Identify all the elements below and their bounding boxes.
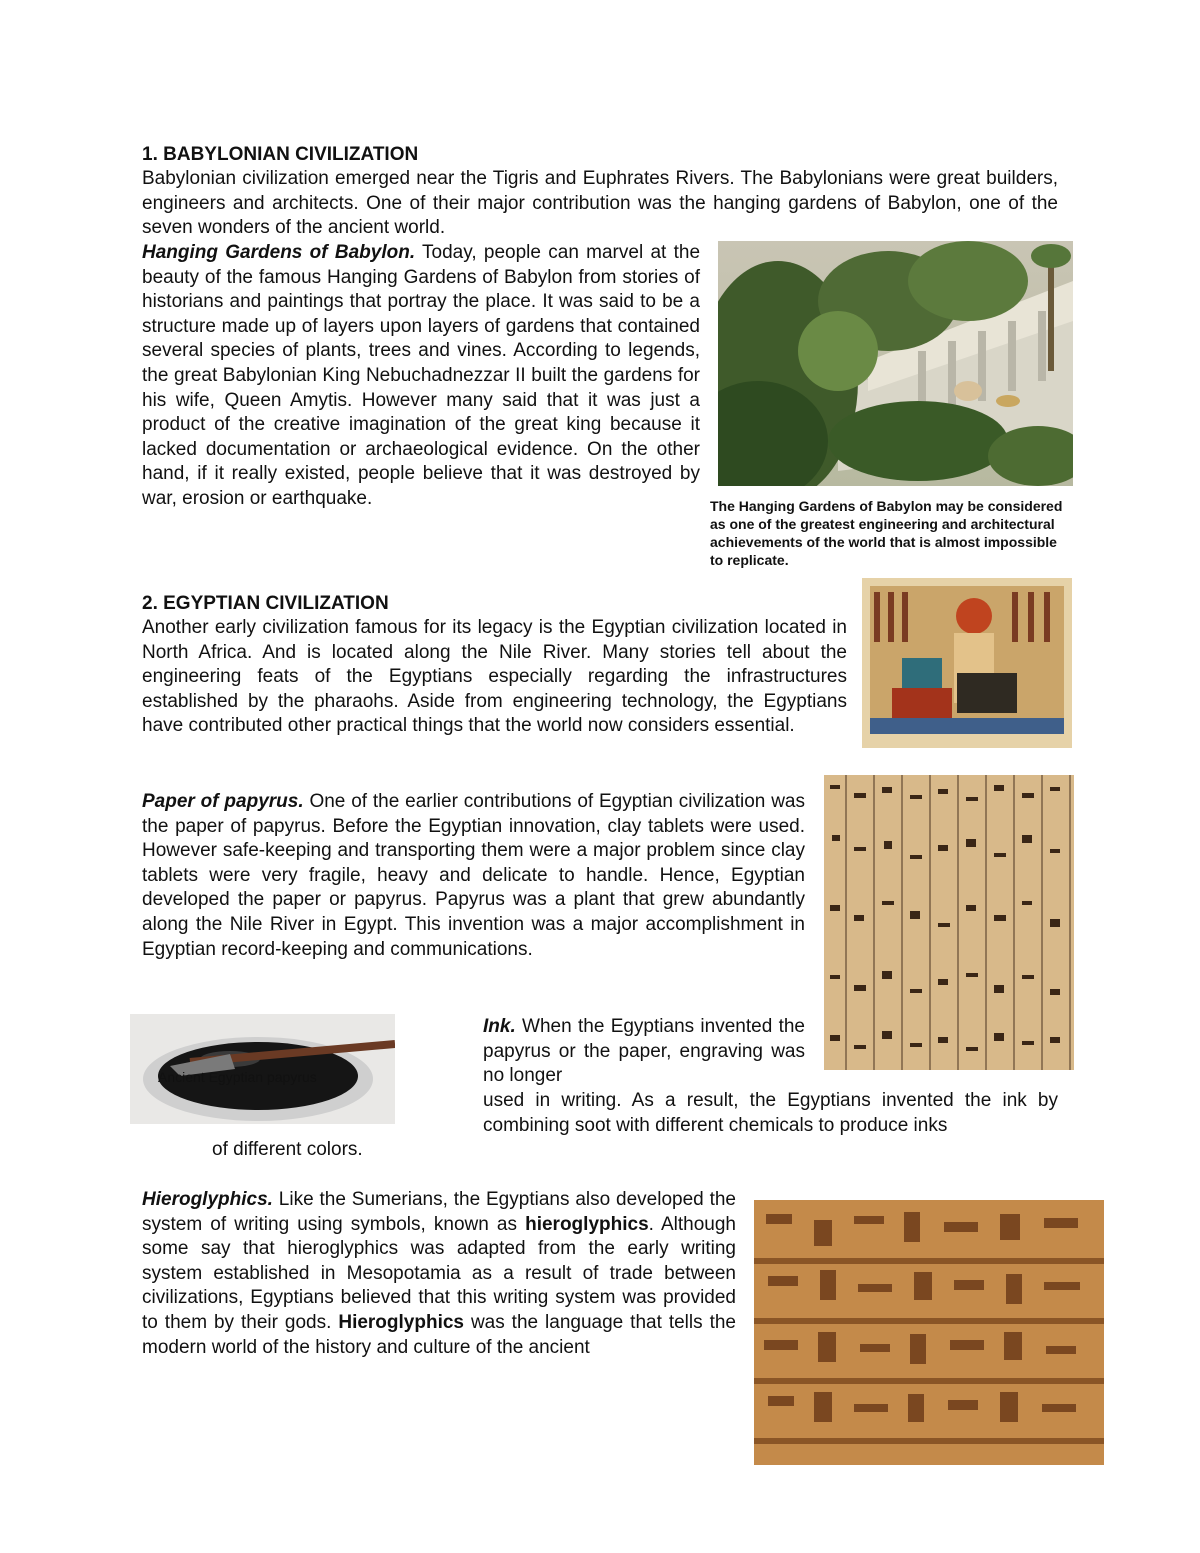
hieroglyphics-paragraph	[142, 1188, 736, 1360]
ink-image-overlay-text: Ancient Egyptian papyrus	[158, 1069, 317, 1085]
ink-paragraph-top	[483, 1015, 805, 1089]
hieroglyphics-text-2: . Although some say that hieroglyphics was adapted from the early writing system established in Mesopotamia as a result of trade between civilizations, Egyptians believed that this writing system was provided to them by their gods.	[142, 1213, 736, 1333]
babylonian-intro-paragraph: Babylonian civilization emerged near the Tigris and Euphrates Rivers. The Babylonians were great builders, engineers and architects. One of their major contribution was the hanging gardens of Babylon, one of the seven wonders of the ancient world.	[142, 168, 1058, 239]
ink-paragraph-end: of different colors.	[212, 1139, 363, 1160]
hieroglyphics-lead: Hieroglyphics.	[142, 1189, 273, 1210]
egyptian-painting-image	[862, 578, 1072, 748]
hieroglyphics-text-1: Like the Sumerians, the Egyptians also developed the system of writing using symbols, known as	[142, 1189, 736, 1235]
hieroglyph-papyrus-image	[824, 775, 1074, 1070]
section-heading-babylonian: 1. BABYLONIAN CIVILIZATION	[142, 144, 419, 165]
hanging-gardens-caption: The Hanging Gardens of Babylon may be considered as one of the greatest engineering and architectural achievements of the world that is almost impossible to replicate.	[710, 498, 1063, 568]
papyrus-text: One of the earlier contributions of Egyptian civilization was the paper of papyrus. Before the Egyptian innovation, clay tablets were used. However safe-keeping and transporting them were a major problem since clay tablets were very fragile, heavy and delicate to handle. Hence, Egyptian developed the paper or papyrus. Papyrus was a plant that grew abundantly along the Nile River in Egypt. This invention was a major accomplishment in Egyptian record-keeping and communications.	[142, 791, 805, 960]
ink-paragraph-continued: used in writing. As a result, the Egyptians invented the ink by combining soot with different chemicals to produce inks	[483, 1090, 1058, 1136]
hanging-gardens-paragraph	[142, 241, 700, 512]
hieroglyphics-text-3: was the language that tells the modern world of the history and culture of the ancient	[142, 1311, 736, 1358]
hieroglyphics-carving-image	[754, 1200, 1104, 1465]
hieroglyphics-bold-1: hieroglyphics	[525, 1213, 649, 1235]
ink-lead: Ink.	[483, 1016, 516, 1037]
egyptian-intro-paragraph: Another early civilization famous for its legacy is the Egyptian civilization located in North Africa. And is located along the Nile River. Many stories tell about the engineering feats of the Egyptians especially regarding the infrastructures established by the pharaohs. Aside from engineering technology, the Egyptians have contributed other practical things that the world now considers essential.	[142, 617, 847, 737]
section-heading-egyptian: 2. EGYPTIAN CIVILIZATION	[142, 593, 389, 614]
papyrus-lead: Paper of papyrus.	[142, 791, 304, 812]
ink-text-top: When the Egyptians invented the papyrus or the paper, engraving was no longer	[483, 1016, 805, 1087]
hanging-gardens-text: Today, people can marvel at the beauty of the famous Hanging Gardens of Babylon from stories of historians and paintings that portray the place. It was said to be a structure made up of layers upon layers of gardens that contained several species of plants, trees and vines. According to legends, the great Babylonian King Nebuchadnezzar II built the gardens for his wife, Queen Amytis. However many said that it was just a product of the creative imagination of the great king because it lacked documentation or archaeological evidence. On the other hand, if it really existed, people believe that it was destroyed by war, erosion or earthquake.	[142, 242, 701, 509]
hanging-gardens-lead: Hanging Gardens of Babylon.	[142, 242, 416, 263]
papyrus-paragraph	[142, 790, 805, 962]
hieroglyphics-bold-2: Hieroglyphics	[338, 1311, 464, 1333]
hanging-gardens-image	[718, 241, 1073, 486]
